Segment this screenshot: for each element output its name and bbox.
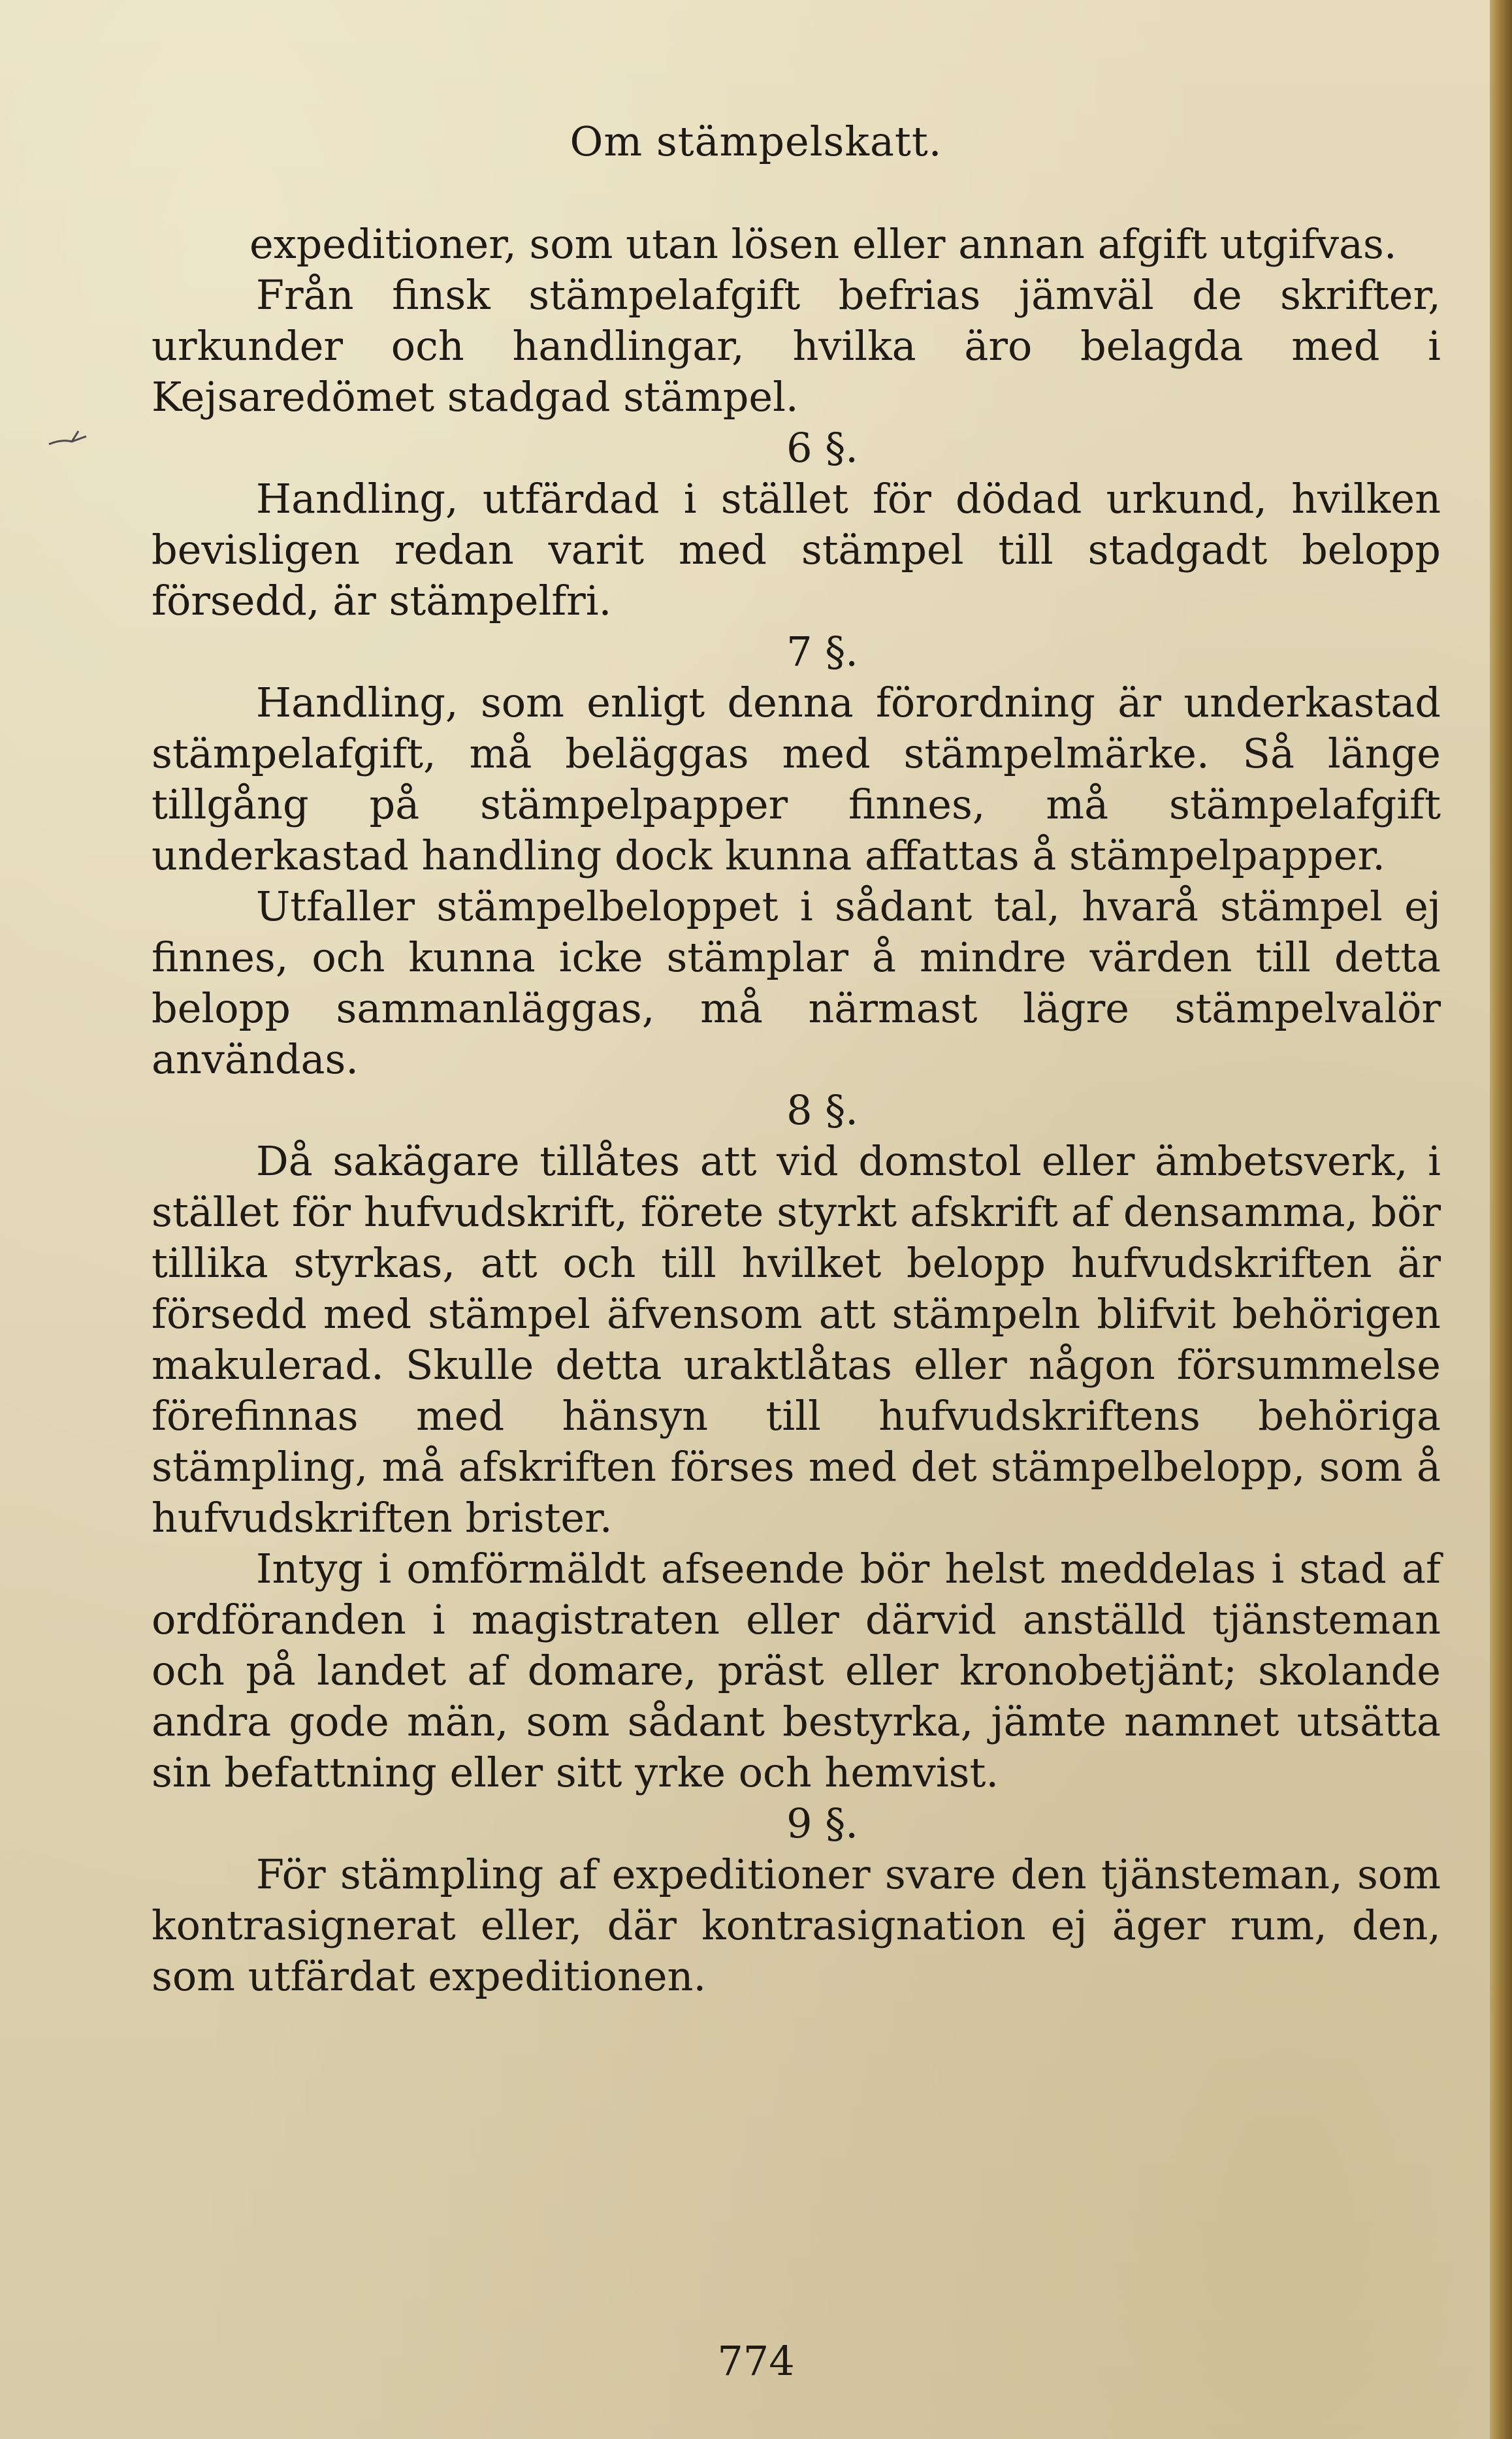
section-number-9: 9 §.: [786, 1800, 858, 1847]
section-6-paragraph: Handling, utfärdad i stället för dödad urkund, hvilken bevisligen redan varit med stämpel till stadgadt belopp försedd, är stämpelfri.: [152, 475, 1441, 624]
paragraph-intro: expeditioner, som utan lösen eller annan afgift utgifvas.: [249, 220, 1397, 268]
document-body: [152, 219, 1441, 2002]
section-8-paragraph-2: Intyg i omförmäldt afseende bör helst meddelas i stad af ordföranden i magistraten eller därvid anställd tjänsteman och på landet af domare, präst eller kronobetjänt; skolande andra gode män, som sådant bestyrka, jämte namnet utsätta sin befattning eller sitt yrke och hemvist.: [152, 1545, 1441, 1796]
section-7-paragraph-2: Utfaller stämpelbeloppet i sådant tal, hvarå stämpel ej finnes, och kunna icke stämplar å mindre värden till detta belopp sammanläggas, må närmast lägre stämpelvalör användas.: [152, 882, 1441, 1083]
section-number-8: 8 §.: [786, 1086, 858, 1134]
section-number-7: 7 §.: [786, 628, 858, 675]
pencil-mark: [46, 425, 98, 451]
section-7-paragraph-1: Handling, som enligt denna förordning är underkastad stämpelafgift, må beläggas med stämpelmärke. Så länge tillgång på stämpelpapper finnes, må stämpelafgift underkastad handling dock kunna affattas å stämpelpapper.: [152, 679, 1441, 879]
page-title: Om stämpelskatt.: [570, 118, 942, 165]
page-edge: [1490, 0, 1512, 2439]
paragraph-intro-2: Från finsk stämpelafgift befrias jämväl de skrifter, urkunder och handlingar, hvilka äro belagda med i Kejsaredömet stadgad stämpel.: [152, 271, 1441, 421]
section-8-paragraph-1: Då sakägare tillåtes att vid domstol eller ämbetsverk, i stället för hufvudskrift, förete styrkt afskrift af densamma, bör tillika styrkas, att och till hvilket belopp hufvudskriften är försedd med stämpel äfvensom att stämpeln blifvit behörigen makulerad. Skulle detta uraktlåtas eller någon försummelse förefinnas med hänsyn till hufvudskriftens behöriga stämpling, må afskriften förses med det stämpelbelopp, som å hufvudskriften brister.: [152, 1137, 1441, 1542]
section-9-paragraph: För stämpling af expeditioner svare den tjänsteman, som kontrasignerat eller, där kontrasignation ej äger rum, den, som utfärdat expeditionen.: [152, 1850, 1441, 2000]
page-number: 774: [717, 2337, 795, 2385]
section-number-6: 6 §.: [786, 424, 858, 472]
